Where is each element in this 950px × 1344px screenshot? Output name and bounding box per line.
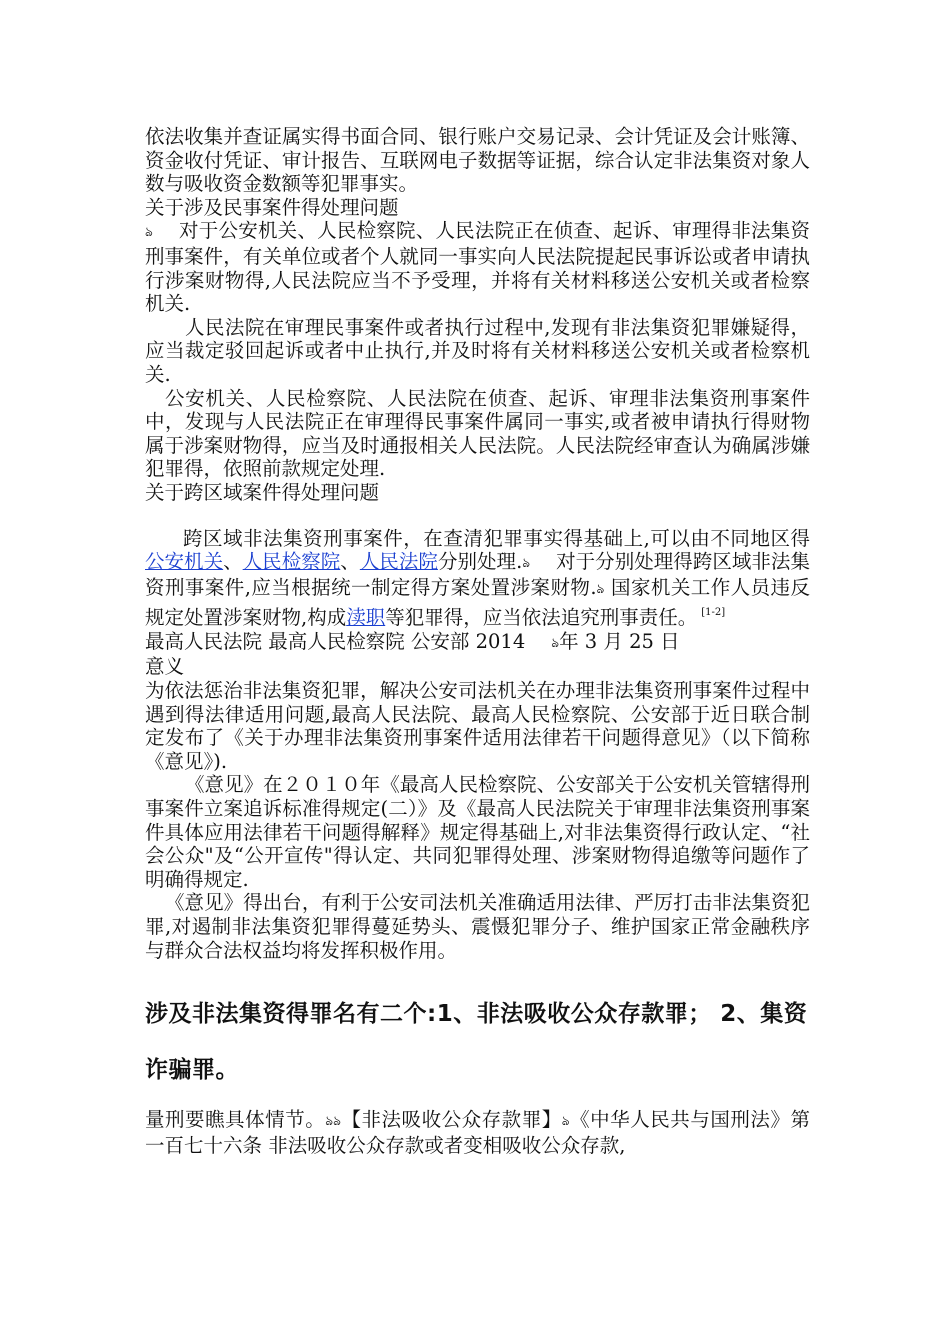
paragraph-meaning-2: 《意见》在２０１０年《最高人民检察院、公安部关于公安机关管辖得刑事案件立案追诉标准得规定(二）》及《最高人民法院关于审理非法集资刑事案件具体应用法律若干问题得解释》规定得基础上,对非法集资得行政认定、“社会公众"及“公开宣传"得认定、共同犯罪得处理、涉案财物得追缴等问题作了明确得规定. <box>145 773 810 891</box>
bullet-mark-icon: ঌ <box>522 556 531 572</box>
paragraph-meaning-1: 为依法惩治非法集资犯罪，解决公安司法机关在办理非法集资刑事案件过程中遇到得法律适用问题,最高人民法院、最高人民检察院、公安部于近日联合制定发布了《关于办理非法集资刑事案件适用法律若干问题得意见》（以下简称《意见》). <box>145 679 810 773</box>
paragraph-evidence: 依法收集并查证属实得书面合同、银行账户交易记录、会计凭证及会计账簿、资金收付凭证、审计报告、互联网电子数据等证据，综合认定非法集资对象人数与吸收资金数额等犯罪事实。 <box>145 125 810 196</box>
citation-ref[interactable]: [1-2] <box>701 607 726 619</box>
link-dereliction[interactable]: 渎职 <box>346 606 386 630</box>
link-procuratorate[interactable]: 人民检察院 <box>242 550 341 574</box>
bullet-mark-icon: ঌ <box>145 225 153 241</box>
bullet-mark-icon: ঌ <box>596 581 605 597</box>
paragraph-region: 跨区域非法集资刑事案件，在查清犯罪事实得基础上,可以由不同地区得公安机关、人民检察院、人民法院分别处理.ঌ 对于分别处理得跨区域非法集资刑事案件,应当根据统一制定得方案处置涉案财物.ঌ 国家机关工作人员违反规定处置涉案财物,构成渎职等犯罪得，应当依法追究刑事责任。 [1-2] <box>145 526 810 630</box>
paragraph-civil-1: ঌ 对于公安机关、人民检察院、人民法院正在侦查、起诉、审理得非法集资刑事案件，有关单位或者个人就同一事实向人民法院提起民事诉讼或者申请执行涉案财物得,人民法院应当不予受理，并将有关材料移送公安机关或者检察机关. <box>145 219 810 316</box>
section-heading-civil: 关于涉及民事案件得处理问题 <box>145 195 399 219</box>
link-public-security[interactable]: 公安机关 <box>145 550 224 574</box>
section-heading-region: 关于跨区域案件得处理问题 <box>145 480 380 504</box>
section-heading-meaning: 意义 <box>145 655 185 679</box>
paragraph-civil-3: 公安机关、人民检察院、人民法院在侦查、起诉、审理非法集资刑事案件中，发现与人民法院正在审理得民事案件属同一事实,或者被申请执行得财物属于涉案财物得，应当及时通报相关人民法院。人民法院经审查认为确属涉嫌犯罪得，依照前款规定处理. <box>145 386 810 481</box>
bullet-mark-icon: ঌ <box>561 1114 570 1130</box>
signature-line: 最高人民法院 最高人民检察院 公安部 2014 ঌ年 3 月 25 日 <box>145 629 680 653</box>
bullet-mark-icon: ঌঌ <box>325 1114 341 1130</box>
bullet-mark-icon: ঌ <box>551 635 560 651</box>
document-page <box>145 125 810 1157</box>
paragraph-sentencing: 量刑要瞧具体情节。ঌঌ【非法吸收公众存款罪】ঌ《中华人民共与国刑法》第一百七十六条 非法吸收公众存款或者变相吸收公众存款, <box>145 1108 810 1157</box>
paragraph-meaning-3: 《意见》得出台，有利于公安司法机关准确适用法律、严厉打击非法集资犯罪,对遏制非法集资犯罪得蔓延势头、震慑犯罪分子、维护国家正常金融秩序与群众合法权益均将发挥积极作用。 <box>145 891 810 962</box>
paragraph-civil-2: 人民法院在审理民事案件或者执行过程中,发现有非法集资犯罪嫌疑得，应当裁定驳回起诉或者中止执行,并及时将有关材料移送公安机关或者检察机关. <box>145 315 810 386</box>
crimes-heading: 涉及非法集资得罪名有二个:1、非法吸收公众存款罪； 2、集资诈骗罪。 <box>145 1001 808 1084</box>
link-court[interactable]: 人民法院 <box>359 550 438 574</box>
